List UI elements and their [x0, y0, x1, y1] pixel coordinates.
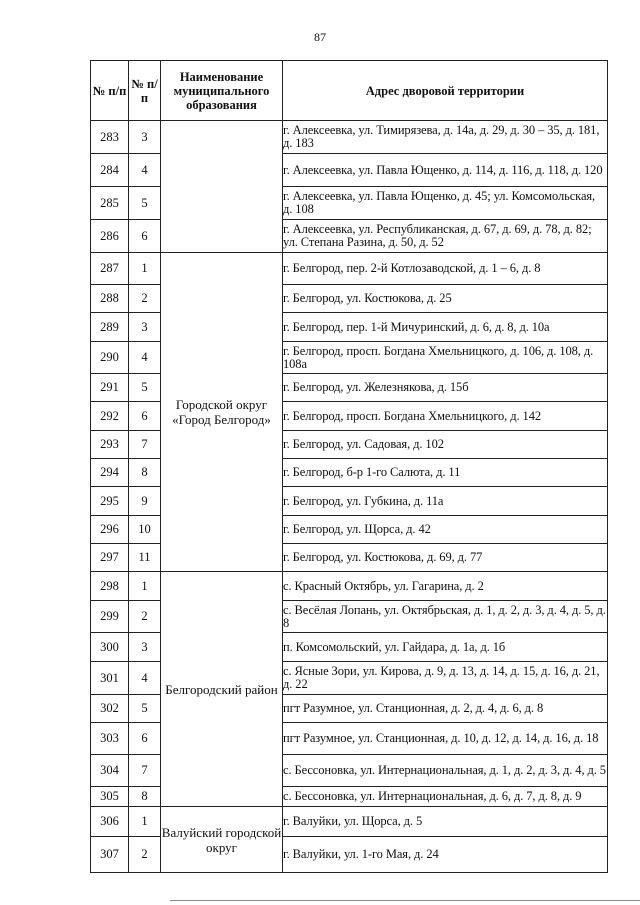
address-cell: п. Комсомольский, ул. Гайдара, д. 1а, д. 1б [283, 633, 608, 662]
address-cell: г. Белгород, б-р 1-го Салюта, д. 11 [283, 459, 608, 487]
row-number-local: 4 [129, 342, 161, 374]
municipality-cell: Валуйский городской округ [161, 807, 283, 873]
address-cell: г. Белгород, пер. 1-й Мичуринский, д. 6, д. 8, д. 10а [283, 313, 608, 342]
row-number-total: 287 [91, 253, 129, 285]
row-number-local: 2 [129, 285, 161, 313]
row-number-total: 295 [91, 487, 129, 516]
address-cell: г. Белгород, просп. Богдана Хмельницкого, д. 142 [283, 402, 608, 431]
row-number-total: 292 [91, 402, 129, 431]
address-cell: г. Белгород, ул. Губкина, д. 11а [283, 487, 608, 516]
row-number-local: 5 [129, 187, 161, 220]
header-num-total: № п/п [91, 61, 129, 121]
row-number-local: 1 [129, 572, 161, 601]
address-cell: г. Белгород, ул. Щорса, д. 42 [283, 516, 608, 544]
row-number-local: 8 [129, 459, 161, 487]
address-cell: г. Белгород, ул. Железнякова, д. 15б [283, 374, 608, 402]
address-cell: г. Белгород, ул. Костюкова, д. 69, д. 77 [283, 544, 608, 572]
bottom-divider [170, 900, 640, 901]
row-number-local: 6 [129, 220, 161, 253]
address-table [90, 60, 608, 873]
address-cell: г. Белгород, просп. Богдана Хмельницкого, д. 106, д. 108, д. 108а [283, 342, 608, 374]
row-number-total: 299 [91, 601, 129, 633]
row-number-local: 5 [129, 374, 161, 402]
row-number-total: 301 [91, 662, 129, 695]
row-number-local: 9 [129, 487, 161, 516]
address-cell: с. Бессоновка, ул. Интернациональная, д. 6, д. 7, д. 8, д. 9 [283, 787, 608, 807]
row-number-total: 285 [91, 187, 129, 220]
row-number-local: 1 [129, 807, 161, 837]
table-row [91, 572, 608, 601]
municipality-cell: Белгородский район [161, 572, 283, 807]
row-number-total: 283 [91, 121, 129, 154]
row-number-local: 2 [129, 837, 161, 873]
row-number-local: 4 [129, 154, 161, 187]
row-number-local: 1 [129, 253, 161, 285]
row-number-total: 286 [91, 220, 129, 253]
row-number-local: 4 [129, 662, 161, 695]
row-number-local: 8 [129, 787, 161, 807]
row-number-total: 300 [91, 633, 129, 662]
address-cell: с. Бессоновка, ул. Интернациональная, д. 1, д. 2, д. 3, д. 4, д. 5 [283, 755, 608, 787]
header-row [91, 61, 608, 121]
row-number-total: 288 [91, 285, 129, 313]
page-number: 87 [314, 30, 326, 44]
table-row [91, 253, 608, 285]
table-row [91, 121, 608, 154]
address-cell: г. Алексеевка, ул. Тимирязева, д. 14а, д. 29, д. 30 – 35, д. 181, д. 183 [283, 121, 608, 154]
address-cell: с. Красный Октябрь, ул. Гагарина, д. 2 [283, 572, 608, 601]
row-number-total: 307 [91, 837, 129, 873]
header-address: Адрес дворовой территории [283, 61, 608, 121]
row-number-total: 293 [91, 431, 129, 459]
address-cell: пгт Разумное, ул. Станционная, д. 2, д. 4, д. 6, д. 8 [283, 695, 608, 723]
row-number-local: 10 [129, 516, 161, 544]
row-number-total: 297 [91, 544, 129, 572]
row-number-local: 3 [129, 633, 161, 662]
row-number-total: 305 [91, 787, 129, 807]
row-number-total: 298 [91, 572, 129, 601]
row-number-total: 303 [91, 723, 129, 755]
municipality-cell: Городской округ «Город Белгород» [161, 253, 283, 572]
municipality-cell [161, 121, 283, 253]
row-number-local: 5 [129, 695, 161, 723]
row-number-total: 284 [91, 154, 129, 187]
row-number-local: 2 [129, 601, 161, 633]
address-cell: с. Ясные Зори, ул. Кирова, д. 9, д. 13, д. 14, д. 15, д. 16, д. 21, д. 22 [283, 662, 608, 695]
table-row [91, 807, 608, 837]
address-cell: г. Алексеевка, ул. Павла Ющенко, д. 114, д. 116, д. 118, д. 120 [283, 154, 608, 187]
row-number-local: 6 [129, 723, 161, 755]
header-num-local: № п/п [129, 61, 161, 121]
row-number-local: 7 [129, 755, 161, 787]
table-body [91, 121, 608, 873]
row-number-local: 11 [129, 544, 161, 572]
row-number-total: 306 [91, 807, 129, 837]
header-municipality: Наименование муниципального образования [161, 61, 283, 121]
row-number-total: 294 [91, 459, 129, 487]
row-number-total: 296 [91, 516, 129, 544]
row-number-total: 291 [91, 374, 129, 402]
address-cell: с. Весёлая Лопань, ул. Октябрьская, д. 1, д. 2, д. 3, д. 4, д. 5, д. 8 [283, 601, 608, 633]
address-cell: г. Валуйки, ул. 1-го Мая, д. 24 [283, 837, 608, 873]
row-number-total: 304 [91, 755, 129, 787]
address-cell: г. Белгород, пер. 2-й Котлозаводской, д. 1 – 6, д. 8 [283, 253, 608, 285]
address-cell: г. Алексеевка, ул. Республиканская, д. 67, д. 69, д. 78, д. 82; ул. Степана Разина, д. 50, д. 52 [283, 220, 608, 253]
row-number-local: 3 [129, 313, 161, 342]
address-cell: г. Алексеевка, ул. Павла Ющенко, д. 45; ул. Комсомольская, д. 108 [283, 187, 608, 220]
row-number-total: 289 [91, 313, 129, 342]
row-number-local: 7 [129, 431, 161, 459]
address-cell: г. Белгород, ул. Костюкова, д. 25 [283, 285, 608, 313]
address-cell: г. Белгород, ул. Садовая, д. 102 [283, 431, 608, 459]
row-number-local: 6 [129, 402, 161, 431]
row-number-local: 3 [129, 121, 161, 154]
row-number-total: 302 [91, 695, 129, 723]
address-cell: г. Валуйки, ул. Щорса, д. 5 [283, 807, 608, 837]
address-cell: пгт Разумное, ул. Станционная, д. 10, д. 12, д. 14, д. 16, д. 18 [283, 723, 608, 755]
row-number-total: 290 [91, 342, 129, 374]
